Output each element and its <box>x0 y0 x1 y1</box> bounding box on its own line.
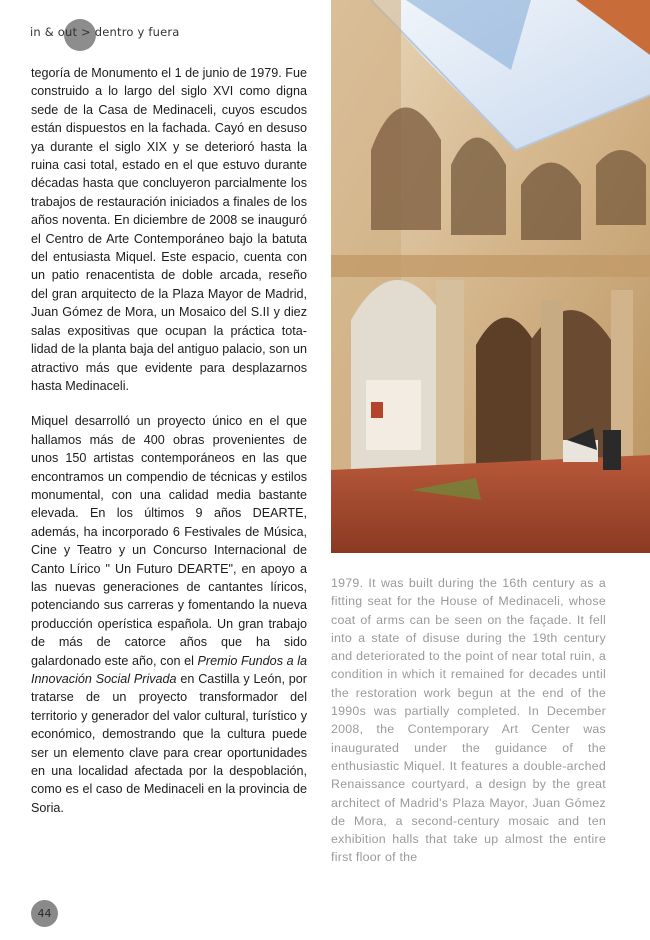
spanish-paragraph-2 <box>31 412 307 817</box>
section-header: in & out > dentro y fuera <box>30 25 180 39</box>
english-text-column <box>331 574 606 867</box>
spanish-text-column <box>31 64 307 817</box>
page-number: 44 <box>31 900 58 927</box>
spanish-paragraph-1: tegoría de Monumento el 1 de junio de 1979. Fue construido a lo largo del siglo XVI como digna sede de la Casa de Medinaceli, cuyos escudos están dispuestos en la fachada. Cayó en desuso ya durante el siglo XIX y se deterioró hasta la ruina casi total, estado en el que estuvo durante décadas hasta que concluyeron parcialmente los trabajos de restauración iniciados a finales de los años noventa. En diciembre de 2008 se inauguró el Centro de Arte Contemporáneo bajo la batuta del entusiasta Miquel. Este espacio, cuenta con un patio renacentista de doble arcada, reseño del gran arquitecto de la Plaza Mayor de Madrid, Juan Gómez de Mora, un Mosaico del S.II y diez salas expositivas que ocupan la práctica totalidad de la planta baja del antiguo palacio, son un atractivo más que evidente para desplazarnos hasta Medinaceli. <box>31 66 307 393</box>
english-paragraph: 1979. It was built during the 16th century as a fitting seat for the House of Medinaceli, whose coat of arms can be seen on the façade. It fell into a state of disuse during the 19th century and deteriorated to the point of near total ruin, a condition in which it remained for decades until the restoration work begun at the end of the 1990s was partially completed. In December 2008, the Contemporary Art Center was inaugurated under the guidance of the enthusiastic Miquel. It features a double-arched Renaissance courtyard, a design by the great architect of Madrid's Plaza Mayor, Juan Gómez de Mora, a second-century mosaic and ten exhibition halls that take up almost the entire first floor of the <box>331 576 606 865</box>
award-name: Premio Fundos a la Innovación Social Privada <box>31 653 307 686</box>
paragraph-2-text-end: en Castilla y León, por tratarse de un proyecto transformador del territorio y generador del valor cultural, turístico y económico, demostrando que la cultura puede ser un elemento clave para crear oportunidades en una localidad afectada por la despoblación, como es el caso de Medinaceli en la provincia de Soria. <box>31 672 307 815</box>
courtyard-photo <box>331 0 650 553</box>
paragraph-2-text-start: Miquel desarrolló un proyecto único en el que hallamos más de 400 obras provenientes de unos 150 artistas contemporáneos en las que encontramos un compendio de técnicas y estilos monumental, con una calidad media bastante elevada. En los últimos 9 años DEARTE, además, ha incorporado 6 Festivales de Música, Cine y Teatro y un Concurso Internacional de Canto Lírico " Un Futuro DEARTE", en apoyo a las nuevas generaciones de cantantes líricos, potenciando sus carreras y fomentando la nueva producción operística española. Un gran trabajo de más de catorce años que ha sido galardonado este año, con el <box>31 414 307 668</box>
